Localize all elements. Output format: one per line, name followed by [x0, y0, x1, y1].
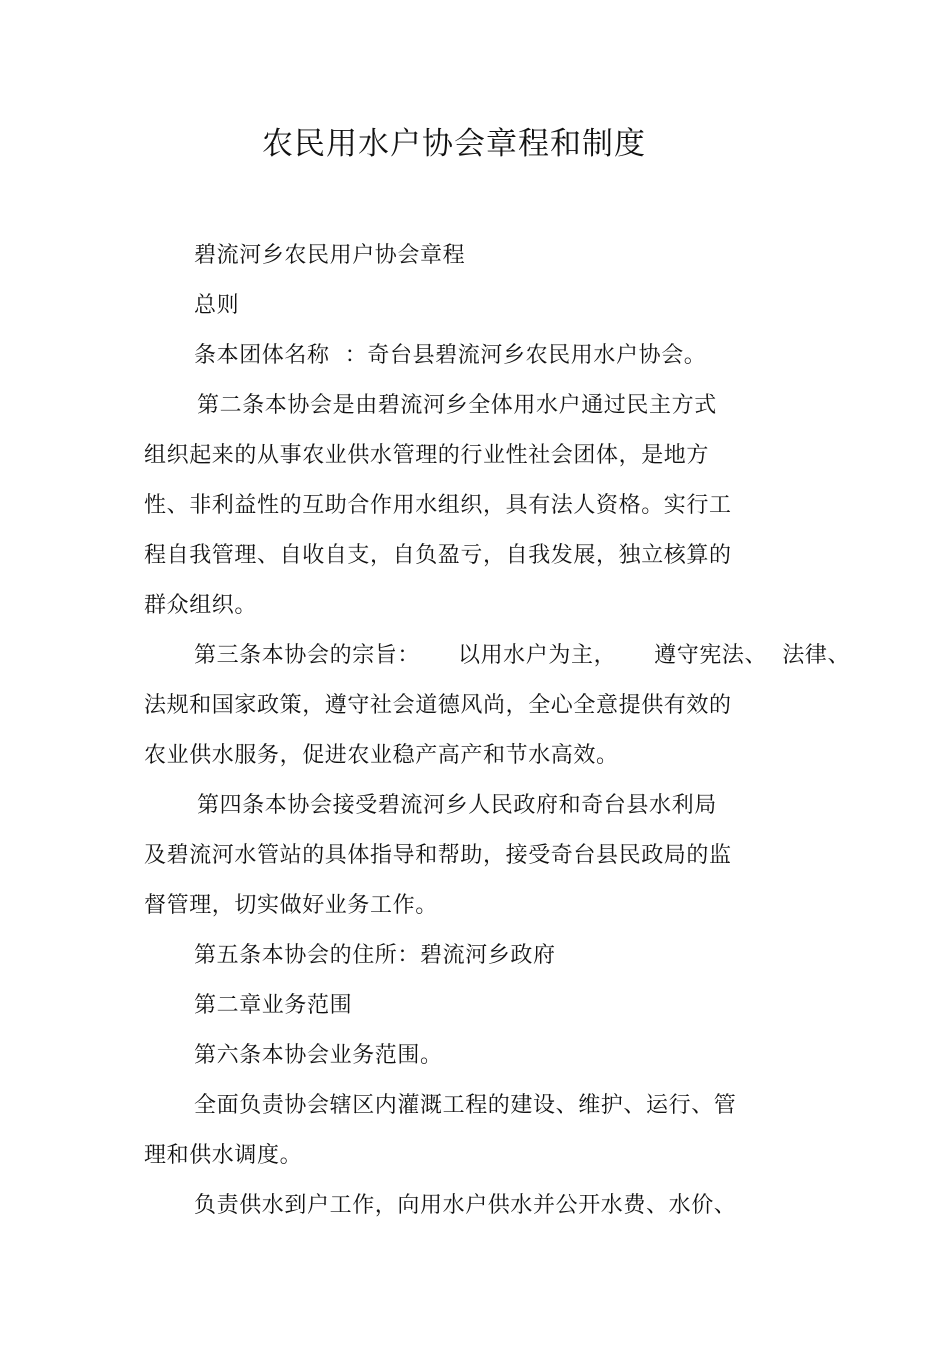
paragraph-line: 组织起来的从事农业供水管理的行业性社会团体，是地方: [144, 443, 710, 468]
paragraph-line: 农业供水服务，促进农业稳产高产和节水高效。: [144, 743, 619, 768]
paragraph-line: 性、非利益性的互助合作用水组织，具有法人资格。实行工: [144, 493, 732, 518]
paragraph-line: 第四条本协会接受碧流河乡人民政府和奇台县水利局: [197, 793, 717, 818]
paragraph-line: 负责供水到户工作，向用水户供水并公开水费、水价、: [194, 1193, 737, 1218]
paragraph-line: 条本团体名称 ：奇台县碧流河乡农民用水户协会。: [194, 343, 707, 368]
paragraph-line: 第五条本协会的住所：碧流河乡政府: [194, 943, 556, 968]
section-heading-general: 总则: [194, 293, 240, 318]
paragraph-line: 第六条本协会业务范围。: [194, 1043, 443, 1068]
document-title: 农民用水户协会章程和制度: [262, 126, 646, 162]
paragraph-line: 及碧流河水管站的具体指导和帮助，接受奇台县民政局的监: [144, 843, 732, 868]
subtitle-line: 碧流河乡农民用户协会章程: [194, 243, 466, 268]
paragraph-line: 第二条本协会是由碧流河乡全体用水户通过民主方式: [197, 393, 717, 418]
paragraph-line: 理和供水调度。: [144, 1143, 303, 1168]
paragraph-line: 督管理，切实做好业务工作。: [144, 893, 438, 918]
paragraph-line: 法规和国家政策，遵守社会道德风尚，全心全意提供有效的: [144, 693, 732, 718]
paragraph-line: 程自我管理、自收自支，自负盈亏，自我发展，独立核算的: [144, 543, 732, 568]
paragraph-line: 群众组织。: [144, 593, 258, 618]
chapter-heading: 第二章业务范围: [194, 993, 353, 1018]
paragraph-line: 第三条本协会的宗旨： 以用水户为主， 遵守宪法、 法律、: [194, 643, 851, 668]
paragraph-line: 全面负责协会辖区内灌溉工程的建设、维护、运行、管: [194, 1093, 737, 1118]
